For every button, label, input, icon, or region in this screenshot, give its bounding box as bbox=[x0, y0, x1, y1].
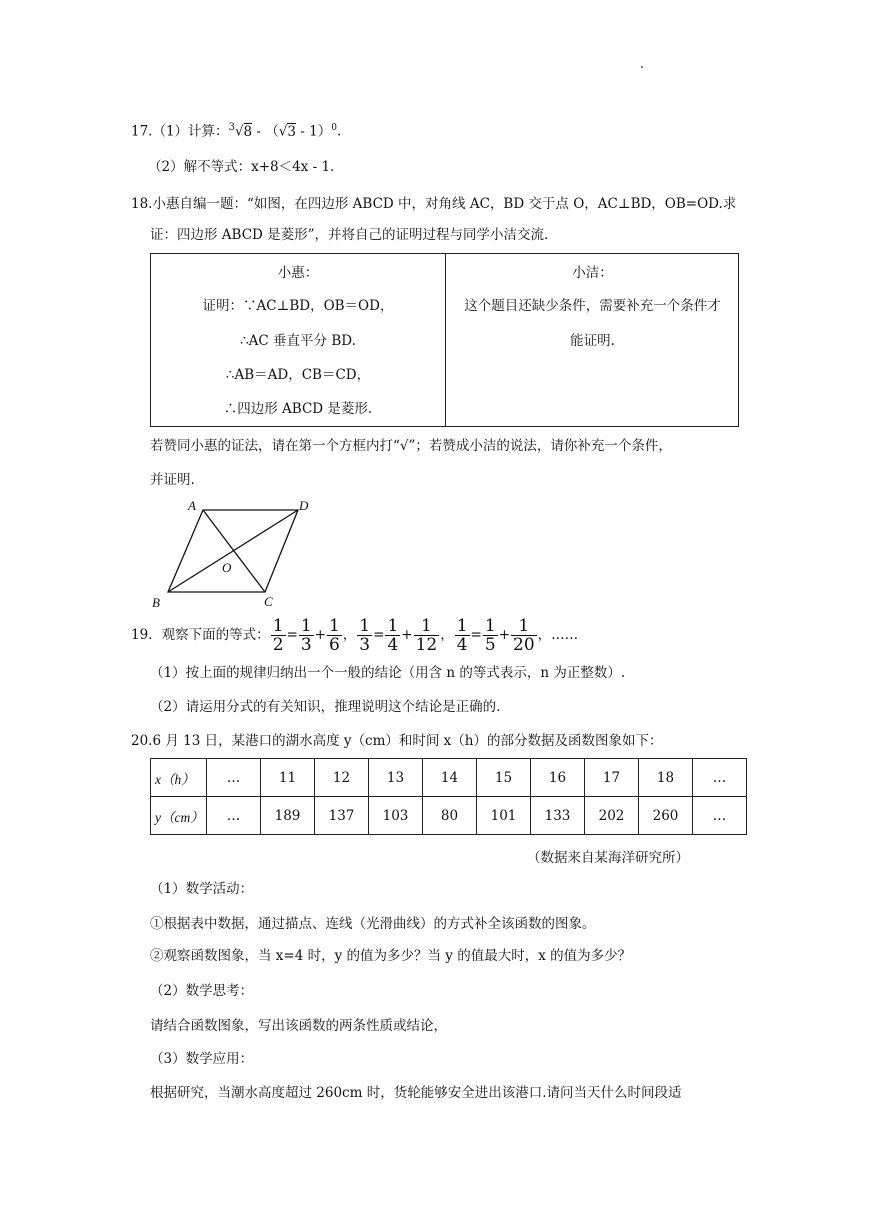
q19-part2: （2）请运用分式的有关知识，推理说明这个结论是正确的. bbox=[150, 699, 501, 715]
label-a: A bbox=[188, 498, 196, 513]
table-row-x bbox=[151, 759, 747, 797]
q20-line-3: ②观察函数图象，当 x=4 时，y 的值为多少？当 y 的值最大时，x 的值为多少？ bbox=[150, 948, 632, 964]
eq3-left: $\frac{1}{4}$ bbox=[456, 615, 468, 655]
q20-line-2: ①根据表中数据，通过描点、连线（光滑曲线）的方式补全该函数的图象。 bbox=[150, 916, 596, 932]
q17-exponent: 0 bbox=[331, 123, 337, 133]
right-title: 小洁： bbox=[572, 265, 613, 281]
table-cell: 260 bbox=[639, 797, 693, 835]
ellipsis: …… bbox=[551, 627, 579, 643]
y-header: y（cm） bbox=[151, 797, 207, 835]
label-b: B bbox=[152, 595, 160, 610]
data-source: （数据来自某海洋研究所） bbox=[527, 850, 689, 866]
table-cell: 15 bbox=[477, 759, 531, 797]
cbrt-index: 3 bbox=[228, 122, 235, 133]
x-header: x（h） bbox=[151, 759, 207, 797]
q20-intro: 20.6 月 13 日，某港口的湖水高度 y（cm）和时间 x（h）的部分数据及函数图象如下： bbox=[131, 733, 663, 749]
q17-prefix: 17.（1）计算： bbox=[131, 123, 229, 140]
q17-minus: - （ bbox=[252, 123, 279, 140]
q17-period: . bbox=[336, 123, 342, 140]
q17-minus-one: - 1） bbox=[296, 123, 332, 140]
q18-intro2: 证：四边形 ABCD 是菱形”，并将自己的证明过程与同学小洁交流. bbox=[150, 227, 549, 243]
table-cell: 18 bbox=[639, 759, 693, 797]
plus: + bbox=[401, 627, 413, 643]
diagonal-bd bbox=[168, 510, 298, 592]
eq1-b: $\frac{1}{6}$ bbox=[328, 615, 340, 655]
cbrt-radicand: 8 bbox=[243, 123, 253, 140]
data-table bbox=[150, 758, 747, 835]
q20-line-4: （2）数学思考： bbox=[150, 983, 254, 999]
separator: ， bbox=[342, 627, 357, 643]
proof-table bbox=[150, 253, 739, 427]
proof-right-cell[interactable] bbox=[445, 254, 740, 426]
plus: + bbox=[498, 627, 510, 643]
rhombus-diagram bbox=[148, 496, 316, 612]
table-cell: 16 bbox=[531, 759, 585, 797]
left-line-4: ∴四边形 ABCD 是菱形. bbox=[223, 401, 373, 417]
table-cell: 80 bbox=[423, 797, 477, 835]
right-line-2: 能证明. bbox=[570, 333, 615, 349]
right-line-1: 这个题目还缺少条件，需要补充一个条件才 bbox=[464, 298, 721, 314]
q20-line-1: （1）数学活动： bbox=[150, 881, 254, 897]
separator: ， bbox=[440, 627, 454, 643]
eq1-left: $\frac{1}{2}$ bbox=[272, 615, 284, 655]
table-cell: 11 bbox=[261, 759, 315, 797]
q19-part1: （1）按上面的规律归纳出一个一般的结论（用含 n 的等式表示，n 为正整数）. bbox=[150, 665, 626, 681]
eq2-b: $\frac{1}{12}$ bbox=[415, 615, 438, 655]
q18-after2: 并证明. bbox=[150, 472, 195, 488]
table-cell: 189 bbox=[261, 797, 315, 835]
equals: = bbox=[470, 627, 482, 643]
left-line-2: ∴AC 垂直平分 BD. bbox=[240, 333, 356, 349]
sqrt-sign: √ bbox=[278, 123, 288, 140]
q19-equations bbox=[131, 616, 578, 654]
table-cell: … bbox=[207, 797, 261, 835]
eq3-a: $\frac{1}{5}$ bbox=[484, 615, 496, 655]
q20-line-6: （3）数学应用： bbox=[150, 1051, 254, 1067]
table-row-y bbox=[151, 797, 747, 835]
q18-intro1: 18.小惠自编一题：“如图，在四边形 ABCD 中，对角线 AC，BD 交于点 O，AC⊥BD，OB=OD.求 bbox=[131, 196, 737, 212]
table-cell: 133 bbox=[531, 797, 585, 835]
table-cell: 101 bbox=[477, 797, 531, 835]
table-cell: … bbox=[693, 797, 747, 835]
table-cell: 202 bbox=[585, 797, 639, 835]
q17-line2: （2）解不等式：x+8＜4x - 1. bbox=[148, 159, 335, 175]
sqrt-radicand: 3 bbox=[287, 123, 296, 140]
eq1-a: $\frac{1}{3}$ bbox=[300, 615, 312, 655]
table-cell: 17 bbox=[585, 759, 639, 797]
plus: + bbox=[314, 627, 326, 643]
eq2-left: $\frac{1}{3}$ bbox=[359, 615, 371, 655]
left-line-3: ∴AB＝AD，CB＝CD， bbox=[225, 367, 371, 383]
q19-prefix: 19．观察下面的等式： bbox=[131, 627, 270, 643]
equals: = bbox=[286, 627, 298, 643]
table-cell: 13 bbox=[369, 759, 423, 797]
q20-line-5: 请结合函数图象，写出该函数的两条性质或结论， bbox=[150, 1018, 447, 1034]
proof-left-cell[interactable] bbox=[151, 254, 446, 426]
table-cell: … bbox=[207, 759, 261, 797]
q20-line-7: 根据研究，当潮水高度超过 260cm 时，货轮能够安全进出该港口.请问当天什么时间段适 bbox=[150, 1085, 682, 1101]
page-dot bbox=[641, 66, 643, 68]
left-title: 小惠： bbox=[277, 265, 319, 281]
q17-line1 bbox=[131, 118, 341, 142]
label-d: D bbox=[299, 498, 309, 513]
table-cell: 103 bbox=[369, 797, 423, 835]
separator: ， bbox=[537, 627, 552, 643]
q18-after1: 若赞同小惠的证法，请在第一个方框内打“√”；若赞成小洁的说法，请你补充一个条件， bbox=[150, 438, 672, 454]
table-cell: 137 bbox=[315, 797, 369, 835]
eq3-b: $\frac{1}{20}$ bbox=[513, 615, 535, 655]
label-c: C bbox=[264, 594, 273, 609]
table-cell: 14 bbox=[423, 759, 477, 797]
label-o: O bbox=[222, 560, 232, 575]
cbrt-sign: √ bbox=[234, 123, 244, 140]
eq2-a: $\frac{1}{4}$ bbox=[387, 615, 399, 655]
equals: = bbox=[373, 627, 385, 643]
table-cell: 12 bbox=[315, 759, 369, 797]
table-cell: … bbox=[693, 759, 747, 797]
left-line-1: 证明：∵AC⊥BD，OB＝OD， bbox=[202, 298, 394, 314]
